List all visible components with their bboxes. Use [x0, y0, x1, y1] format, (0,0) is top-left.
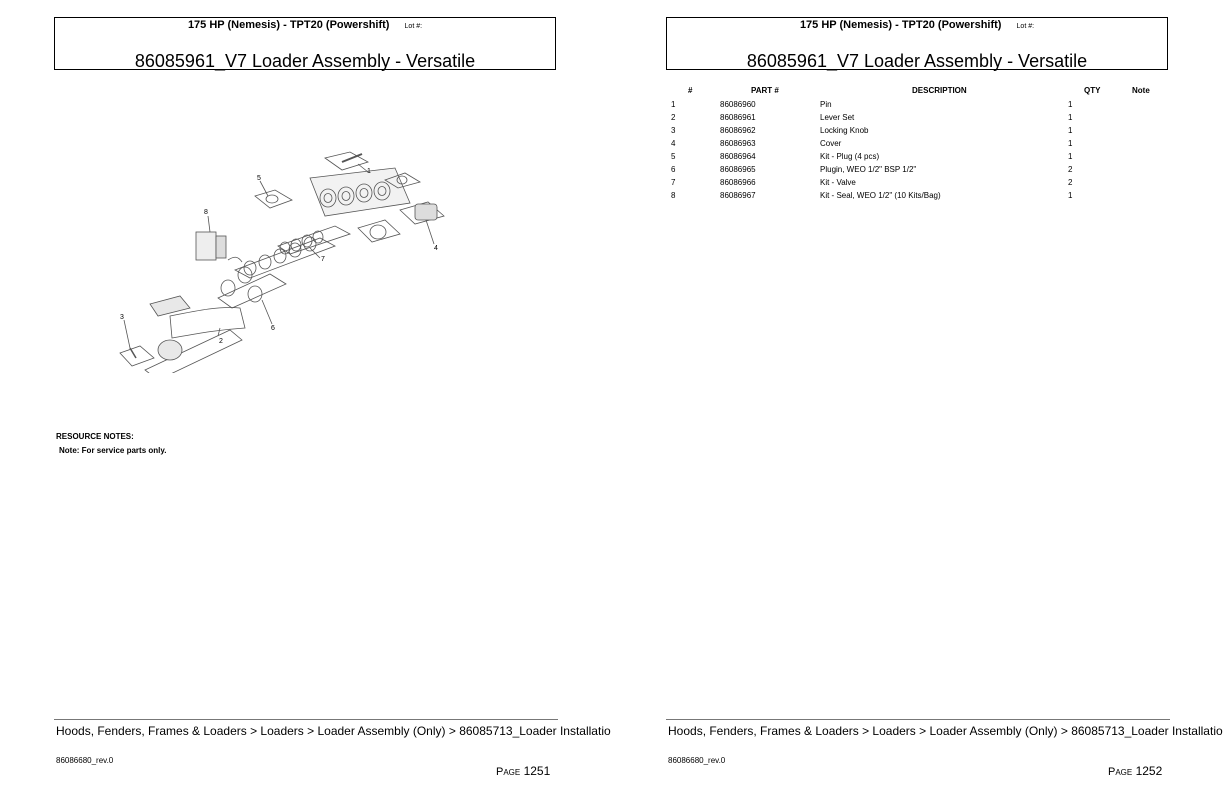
row-qty: 2	[1068, 165, 1073, 174]
model-name: 175 HP (Nemesis) - TPT20 (Powershift)	[187, 19, 390, 31]
row-part-number: 86086963	[720, 139, 756, 148]
row-number: 8	[671, 191, 676, 200]
row-number: 1	[671, 100, 676, 109]
table-row	[666, 191, 1186, 204]
column-header-qty: QTY	[1084, 86, 1101, 95]
row-description: Cover	[820, 139, 842, 148]
table-row	[666, 152, 1186, 165]
parts-table-header	[666, 86, 1186, 100]
valve-kit-ring	[313, 231, 323, 243]
plugin-part	[248, 286, 262, 302]
valve-kit-ring	[259, 255, 271, 269]
exploded-parts-diagram	[110, 148, 450, 373]
callout-7: 7	[321, 256, 325, 263]
row-number: 5	[671, 152, 676, 161]
callout-3: 3	[120, 314, 124, 321]
row-part-number: 86086964	[720, 152, 756, 161]
seal-kit-bag	[196, 232, 216, 260]
lever-knob	[158, 340, 182, 360]
row-qty: 1	[1068, 191, 1073, 200]
breadcrumb: Hoods, Fenders, Frames & Loaders > Loaders > Loader Assembly (Only) > 86085713_Loader Installatio	[668, 724, 1223, 738]
row-part-number: 86086967	[720, 191, 756, 200]
page-header	[666, 17, 1168, 70]
row-part-number: 86086965	[720, 165, 756, 174]
row-number: 3	[671, 126, 676, 135]
row-number: 7	[671, 178, 676, 187]
page-title: 86085961_V7 Loader Assembly - Versatile	[134, 51, 476, 71]
callout-8: 8	[204, 209, 208, 216]
knob-part	[130, 348, 136, 358]
row-description: Pin	[820, 100, 832, 109]
pin-part	[342, 154, 362, 162]
column-header-note: Note	[1132, 86, 1150, 95]
column-header-description: DESCRIPTION	[912, 86, 967, 95]
row-number: 2	[671, 113, 676, 122]
footer-divider	[54, 719, 558, 720]
page-header	[54, 17, 556, 70]
callout-4: 4	[434, 245, 438, 252]
resource-notes-text: Note: For service parts only.	[59, 446, 167, 455]
seal-kit-arrow	[228, 257, 242, 262]
callout-1: 1	[367, 168, 371, 175]
page-number	[1108, 764, 1162, 778]
row-number: 6	[671, 165, 676, 174]
cover-part	[415, 204, 437, 220]
plug-plate	[255, 190, 292, 208]
right-page	[612, 0, 1224, 792]
callout-2: 2	[219, 338, 223, 345]
row-part-number: 86086961	[720, 113, 756, 122]
lot-label: Lot #:	[404, 23, 423, 30]
cover-part	[370, 225, 386, 239]
row-qty: 1	[1068, 152, 1073, 161]
valve-kit-ring	[304, 237, 316, 251]
row-part-number: 86086962	[720, 126, 756, 135]
document-id: 86086680_rev.0	[56, 756, 114, 765]
row-description: Plugin, WEO 1/2" BSP 1/2"	[820, 165, 917, 174]
row-number: 4	[671, 139, 676, 148]
table-row	[666, 100, 1186, 113]
callout-6: 6	[271, 325, 275, 332]
page-number-value: 1251	[523, 764, 551, 778]
seal-kit-bag	[216, 236, 226, 258]
row-qty: 1	[1068, 139, 1073, 148]
column-header-number: #	[688, 86, 693, 95]
table-row	[666, 165, 1186, 178]
row-part-number: 86086966	[720, 178, 756, 187]
table-row	[666, 113, 1186, 126]
lot-label: Lot #:	[1016, 23, 1035, 30]
page-label: Page	[496, 766, 521, 778]
page-title: 86085961_V7 Loader Assembly - Versatile	[746, 51, 1088, 71]
document-id: 86086680_rev.0	[668, 756, 726, 765]
table-row	[666, 139, 1186, 152]
breadcrumb: Hoods, Fenders, Frames & Loaders > Loaders > Loader Assembly (Only) > 86085713_Loader Installatio	[56, 724, 611, 738]
knob-plate	[120, 346, 154, 366]
row-qty: 2	[1068, 178, 1073, 187]
valve-kit-ring	[244, 261, 256, 275]
page-label: Page	[1108, 766, 1133, 778]
page-number	[496, 764, 550, 778]
row-description: Kit - Plug (4 pcs)	[820, 152, 880, 161]
parts-table	[666, 86, 1186, 204]
page-number-value: 1252	[1135, 764, 1163, 778]
row-description: Kit - Valve	[820, 178, 856, 187]
row-description: Lever Set	[820, 113, 855, 122]
callout-5: 5	[257, 175, 261, 182]
row-qty: 1	[1068, 126, 1073, 135]
resource-notes-title: RESOURCE NOTES:	[56, 432, 134, 441]
header-model-line	[55, 19, 555, 31]
row-description: Locking Knob	[820, 126, 869, 135]
plug-part	[266, 195, 278, 203]
model-name: 175 HP (Nemesis) - TPT20 (Powershift)	[799, 19, 1002, 31]
valve-kit-ring	[274, 249, 286, 263]
row-part-number: 86086960	[720, 100, 756, 109]
table-row	[666, 178, 1186, 191]
header-model-line	[667, 19, 1167, 31]
row-description: Kit - Seal, WEO 1/2" (10 Kits/Bag)	[820, 191, 941, 200]
column-header-part: PART #	[751, 86, 779, 95]
table-row	[666, 126, 1186, 139]
row-qty: 1	[1068, 100, 1073, 109]
row-qty: 1	[1068, 113, 1073, 122]
footer-divider	[666, 719, 1170, 720]
plugin-plate	[218, 274, 286, 308]
